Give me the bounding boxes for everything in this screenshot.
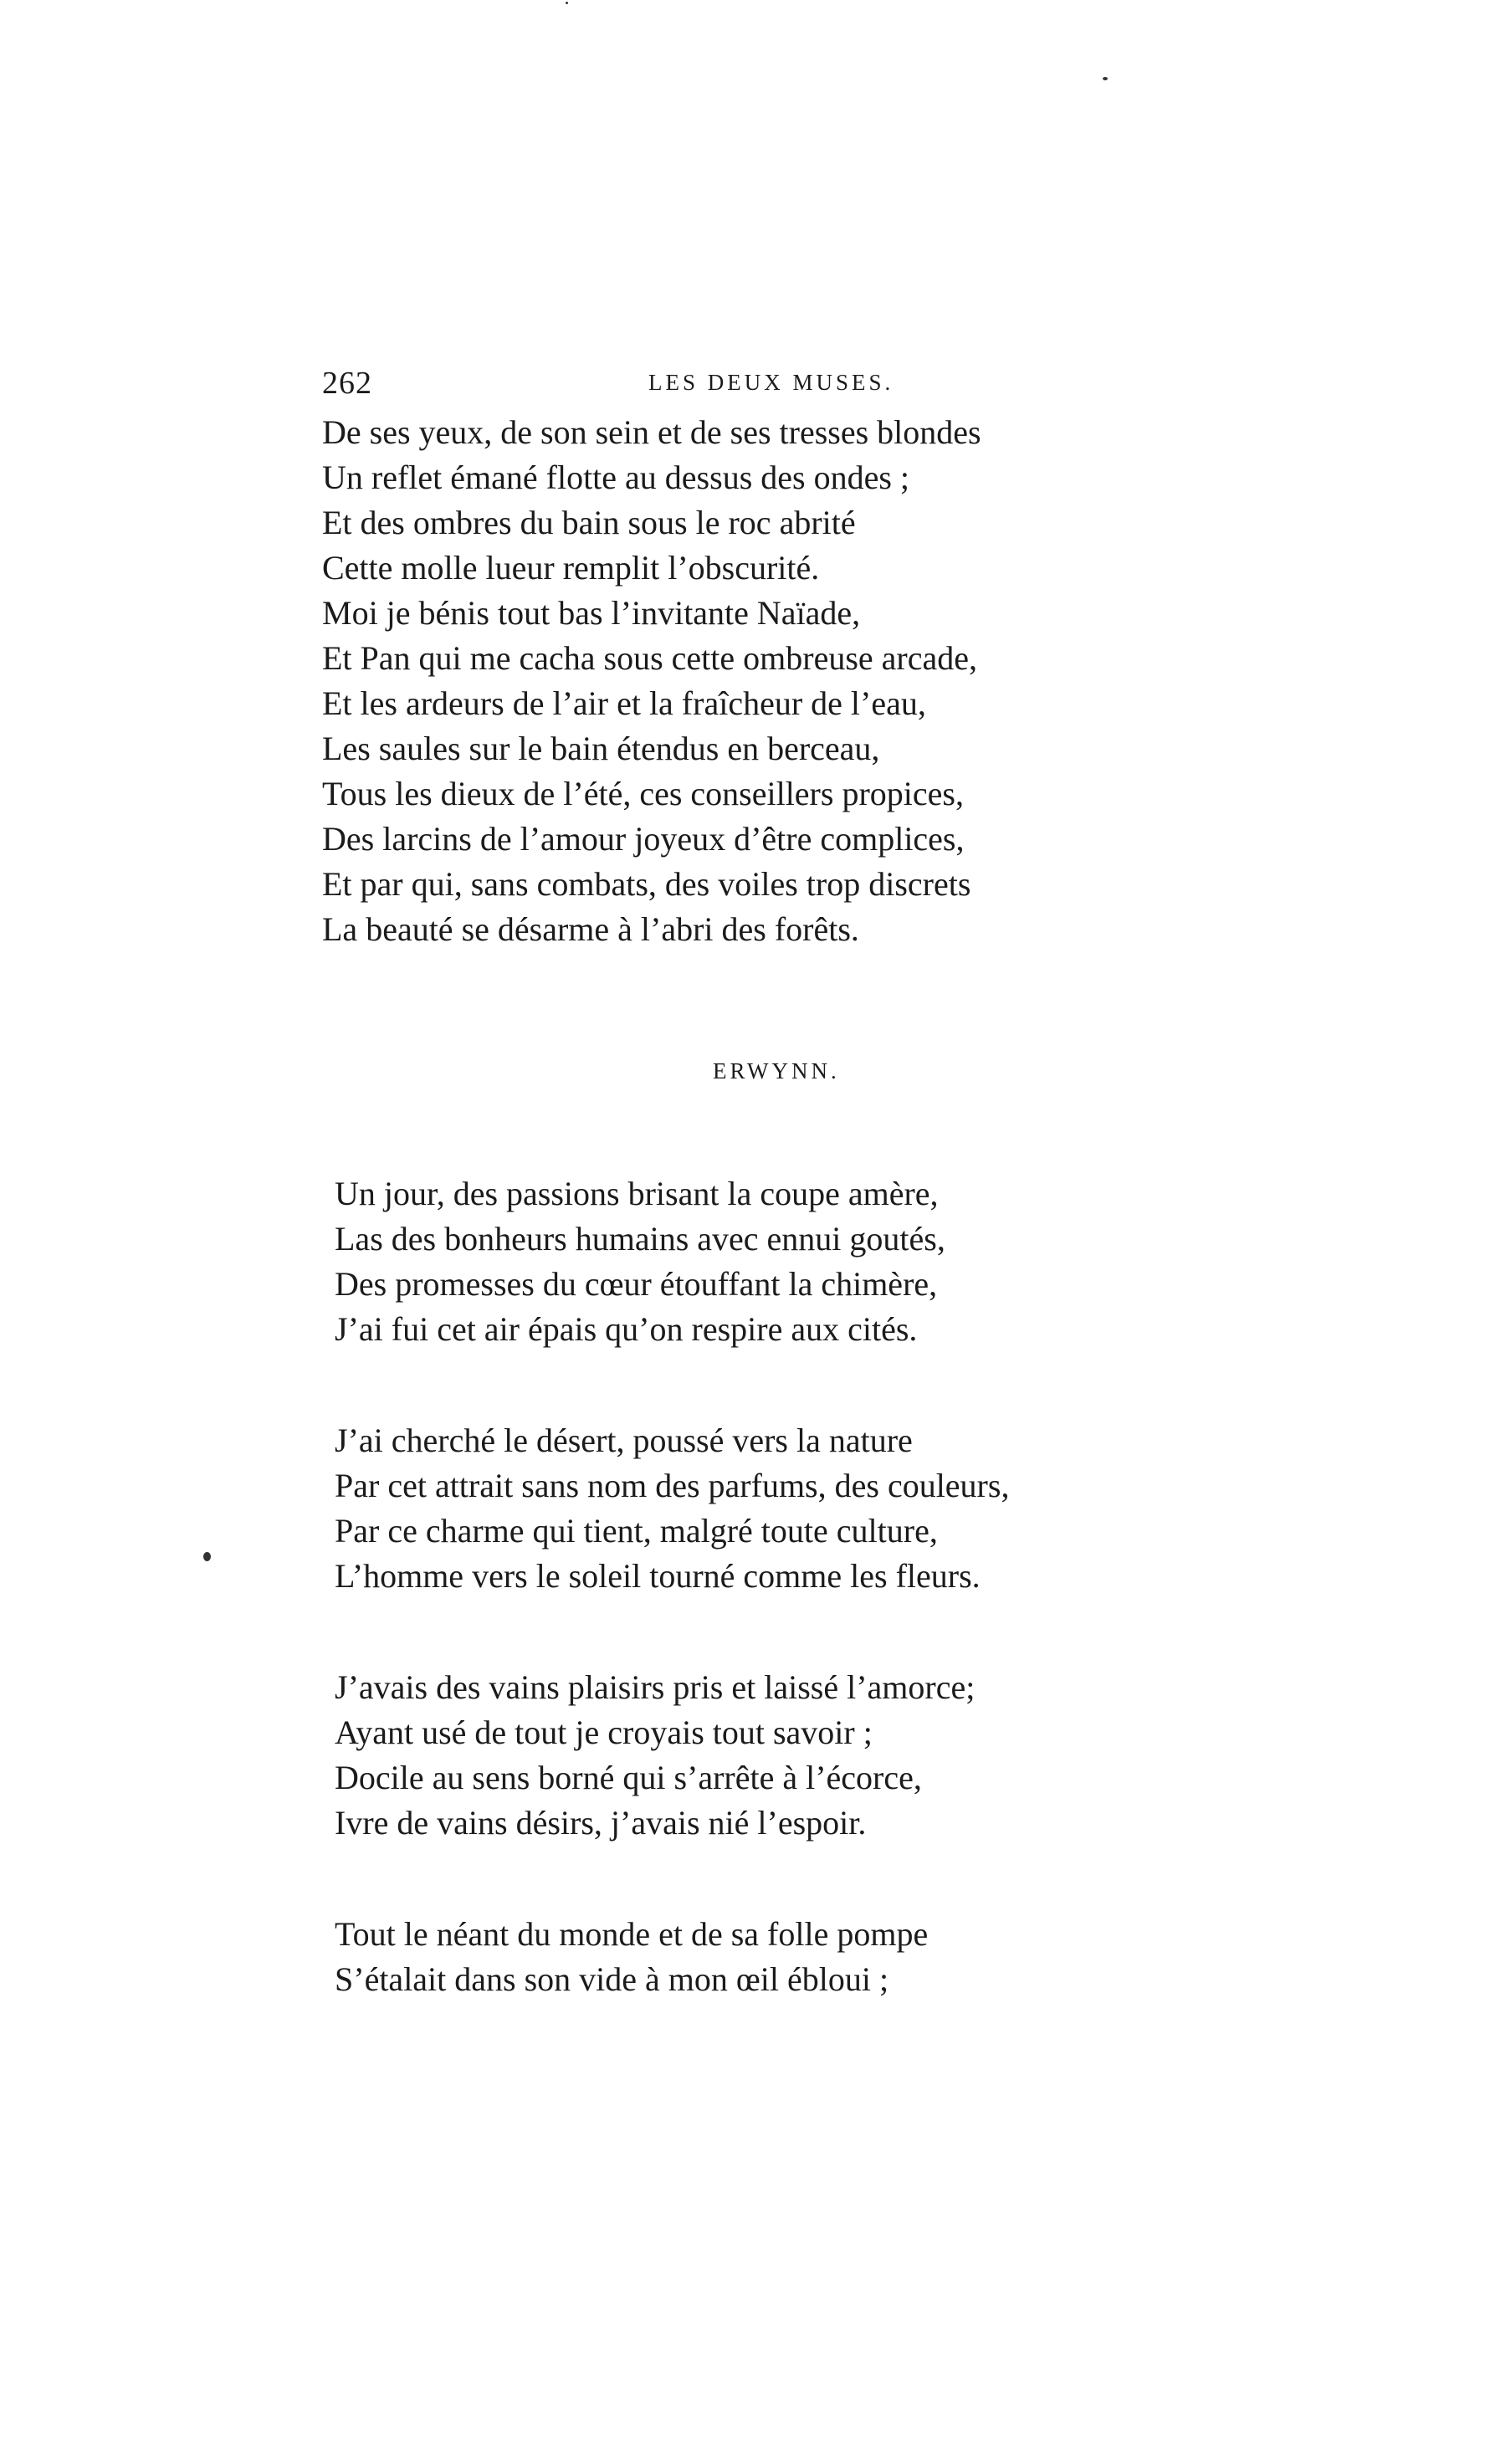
page-header [322,365,1025,407]
verse-line: Et des ombres du bain sous le roc abrité [322,504,856,541]
verse-line: La beauté se désarme à l’abri des forêts. [322,910,859,948]
verse-line: J’ai cherché le désert, poussé vers la nature [335,1422,913,1459]
opening-verse-passage [322,410,981,952]
verse-line: Docile au sens borné qui s’arrête à l’écorce, [335,1759,922,1796]
poem-section-title: ERWYNN. [713,1058,840,1083]
verse-line: De ses yeux, de son sein et de ses tresses blondes [322,413,981,451]
verse-line: Tout le néant du monde et de sa folle pompe [335,1915,929,1953]
verse-line: Un reflet émané flotte au dessus des ondes ; [322,458,910,496]
verse-line: J’avais des vains plaisirs pris et laissé l’amorce; [335,1668,975,1706]
verse-line: Par cet attrait sans nom des parfums, des couleurs, [335,1467,1010,1504]
running-title: LES DEUX MUSES. [648,370,894,395]
verse-line: Cette molle lueur remplit l’obscurité. [322,549,820,587]
verse-line: Las des bonheurs humains avec ennui goutés, [335,1220,945,1258]
verse-line: Ayant usé de tout je croyais tout savoir ; [335,1714,873,1751]
verse-line: Des larcins de l’amour joyeux d’être complices, [322,820,965,858]
verse-line: Et par qui, sans combats, des voiles trop discrets [322,865,971,903]
page-number: 262 [322,366,372,401]
ink-speck [1103,77,1108,80]
ink-speck [203,1552,211,1561]
verse-line: Un jour, des passions brisant la coupe amère, [335,1175,939,1212]
verse-line: Moi je bénis tout bas l’invitante Naïade, [322,594,861,632]
verse-line: Et les ardeurs de l’air et la fraîcheur de l’eau, [322,684,926,722]
stanza [335,1171,945,1352]
verse-line: Les saules sur le bain étendus en berceau, [322,730,880,767]
verse-line: S’étalait dans son vide à mon œil ébloui ; [335,1960,889,1998]
verse-line: L’homme vers le soleil tourné comme les fleurs. [335,1557,981,1595]
stanza [335,1418,1009,1599]
stanza [335,1665,975,1846]
verse-line: J’ai fui cet air épais qu’on respire aux cités. [335,1310,918,1348]
ink-speck [566,2,568,4]
verse-line: Des promesses du cœur étouffant la chimère, [335,1265,938,1303]
verse-line: Ivre de vains désirs, j’avais nié l’espoir. [335,1804,867,1842]
verse-line: Par ce charme qui tient, malgré toute culture, [335,1512,938,1550]
verse-line: Tous les dieux de l’été, ces conseillers propices, [322,775,964,812]
verse-line: Et Pan qui me cacha sous cette ombreuse arcade, [322,639,978,677]
stanza [335,1912,928,2002]
